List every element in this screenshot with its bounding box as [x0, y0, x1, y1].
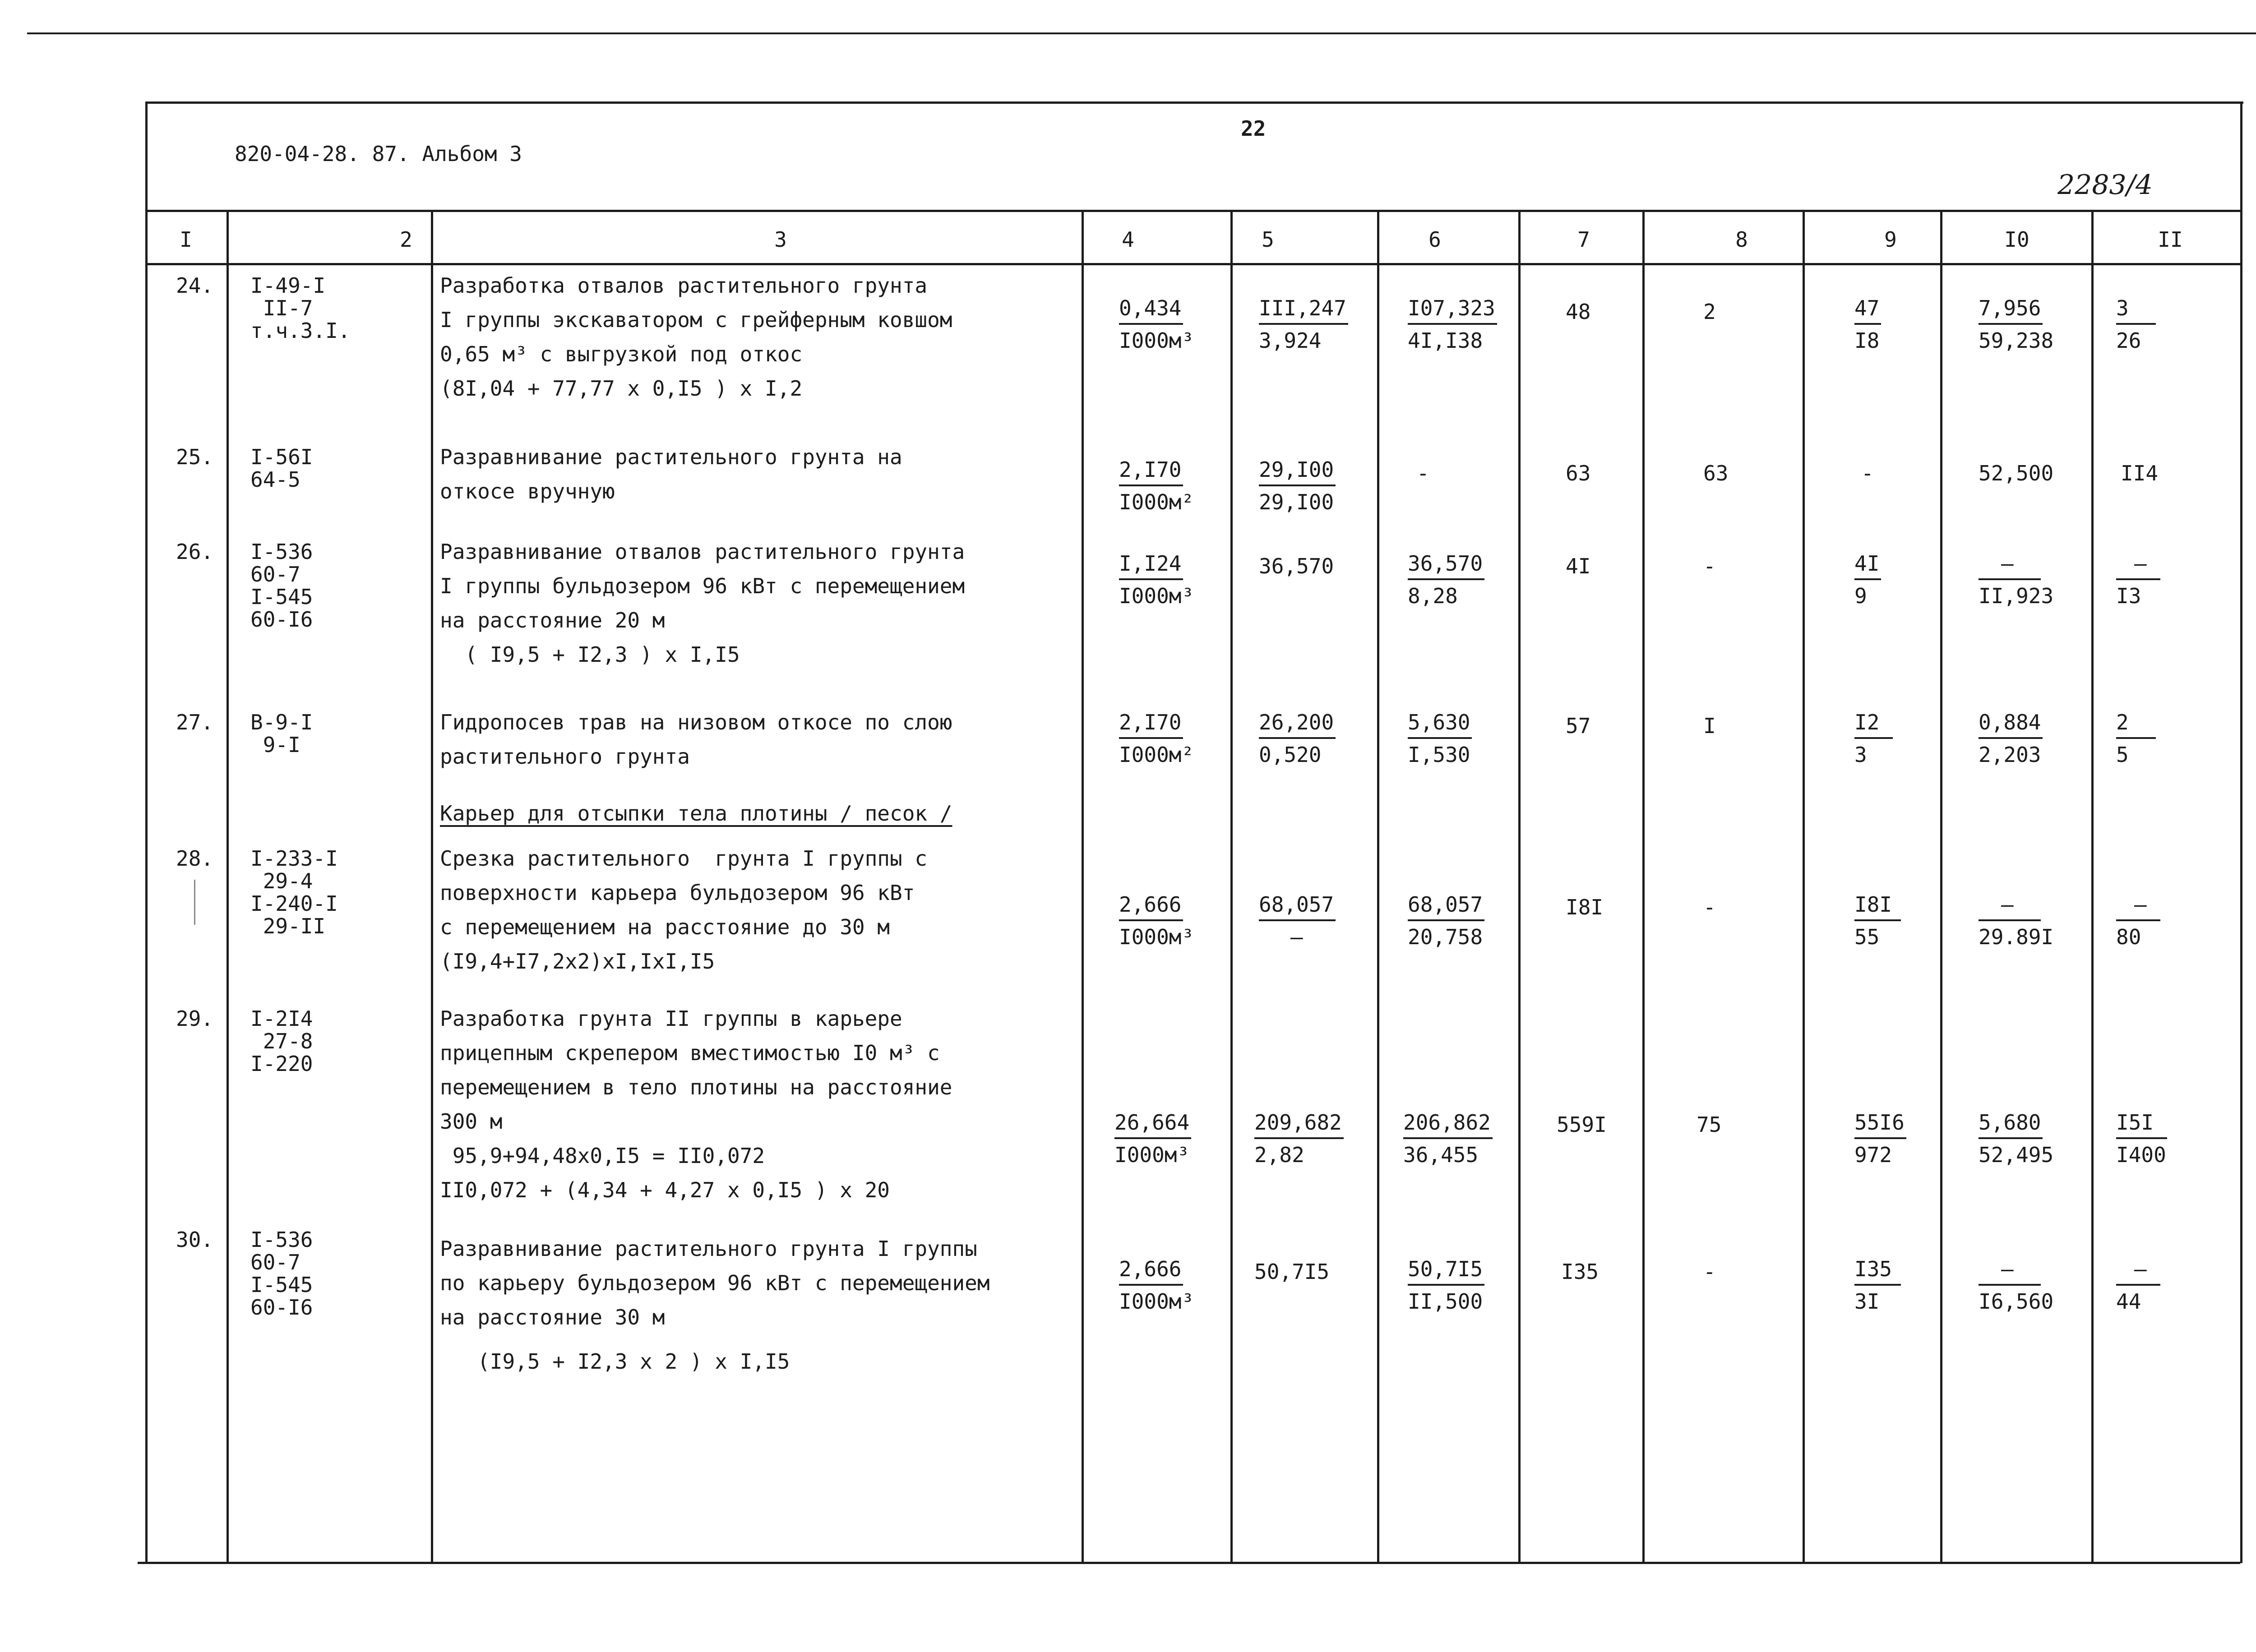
- norm-code: I-49-I: [250, 273, 326, 298]
- work-description: II0,072 + (4,34 + 4,27 x 0,I5 ) x 20: [440, 1178, 890, 1202]
- labor-top: —: [2116, 894, 2160, 921]
- total-fraction: [1854, 298, 1881, 351]
- cost-machine-wages: 20,758: [1408, 925, 1483, 949]
- cost-fraction: [1408, 712, 1472, 765]
- cost-machines: 5,630: [1408, 712, 1472, 739]
- cost-machines: 68,057: [1408, 894, 1484, 921]
- labor-top: —: [2116, 553, 2160, 580]
- unit-fraction: [1119, 894, 1194, 947]
- col-header-2: 2: [400, 227, 412, 252]
- cost-machine-wages: I,530: [1408, 743, 1470, 767]
- col-header-6: 6: [1428, 227, 1441, 252]
- work-description: Разработка отвалов растительного грунта: [440, 273, 928, 298]
- unit-fraction: [1119, 553, 1194, 606]
- norm-code: I-56I: [250, 445, 313, 469]
- labor-fraction: [2116, 1259, 2160, 1312]
- table-top-border: [145, 102, 2243, 104]
- total-top: 47: [1854, 298, 1881, 325]
- norm-code: I-536: [250, 540, 313, 564]
- cost-wages: 0,520: [1259, 743, 1322, 767]
- work-description: на расстояние 30 м: [440, 1305, 665, 1329]
- cost-machines: 206,862: [1403, 1112, 1493, 1139]
- work-description: 300 м: [440, 1109, 503, 1134]
- row-number: 25.: [176, 445, 214, 469]
- unit: I000м³: [1114, 1143, 1190, 1167]
- col-divider-9: [1940, 210, 1942, 1563]
- total-top: I2: [1854, 712, 1893, 739]
- header-bottom-border: [145, 210, 2242, 212]
- total-fraction: [1854, 553, 1881, 606]
- work-description: с перемещением на расстояние до 30 м: [440, 915, 890, 939]
- work-description: растительного грунта: [440, 744, 690, 769]
- cost-wages: —: [1290, 925, 1303, 949]
- labor-top: —: [1979, 894, 2041, 921]
- col8-value: 75: [1697, 1112, 1722, 1137]
- total-top: I8I: [1854, 894, 1901, 921]
- work-description: по карьеру бульдозером 96 кВт с перемещением: [440, 1271, 990, 1295]
- col-divider-8: [1803, 210, 1805, 1563]
- col8-value: I: [1703, 714, 1716, 738]
- labor-top: 3: [2116, 298, 2156, 325]
- cost-total: 209,682: [1254, 1112, 1344, 1139]
- col7-value: 4I: [1566, 554, 1591, 578]
- col-header-5: 5: [1262, 227, 1274, 252]
- labor-bottom: 5: [2116, 743, 2129, 767]
- unit-fraction: [1119, 298, 1194, 351]
- norm-code: I-233-I: [250, 846, 338, 871]
- work-description: ( I9,5 + I2,3 ) x I,I5: [440, 642, 740, 667]
- norm-code: I-545: [250, 1273, 313, 1297]
- labor-fraction: [1979, 553, 2053, 606]
- norm-code: I-240-I: [250, 891, 338, 916]
- col6-value: -: [1417, 461, 1429, 485]
- unit: I000м³: [1119, 925, 1194, 949]
- work-description: поверхности карьера бульдозером 96 кВт: [440, 881, 915, 905]
- col7-value: I8I: [1566, 895, 1604, 919]
- cost-fraction: [1259, 712, 1336, 765]
- unit: I000м³: [1119, 584, 1194, 608]
- cost-wages: 2,82: [1254, 1143, 1304, 1167]
- labor-top: —: [2116, 1259, 2160, 1286]
- table-left-border: [145, 102, 148, 1563]
- cost-machine-wages: II,500: [1408, 1289, 1483, 1314]
- col-header-7: 7: [1577, 227, 1590, 252]
- row-number: 27.: [176, 710, 214, 734]
- col-header-3: 3: [774, 227, 787, 252]
- labor-top: 2: [2116, 712, 2156, 739]
- labor-bottom: 26: [2116, 328, 2141, 353]
- labor-fraction: [1979, 298, 2053, 351]
- col8-value: -: [1703, 1260, 1716, 1284]
- labor-fraction: [2116, 1112, 2167, 1165]
- unit: I000м²: [1119, 490, 1194, 514]
- total-bottom: 55: [1854, 925, 1880, 949]
- norm-code: 60-7: [250, 562, 300, 586]
- total-bottom: 3: [1854, 743, 1867, 767]
- total-fraction: [1854, 712, 1893, 765]
- cost-machines: 36,570: [1408, 553, 1484, 580]
- unit: I000м³: [1119, 1289, 1194, 1314]
- cost-total: 29,I00: [1259, 459, 1336, 486]
- cost-fraction: [1259, 298, 1348, 351]
- margin-mark: [194, 880, 195, 925]
- norm-code: II-7: [250, 296, 313, 320]
- labor-fraction: [1979, 1112, 2053, 1165]
- labor-top: 7,956: [1979, 298, 2043, 325]
- work-description: (I9,5 + I2,3 x 2 ) x I,I5: [440, 1349, 790, 1374]
- col8-value: 2: [1703, 300, 1716, 324]
- labor-bottom: I6,560: [1979, 1289, 2054, 1314]
- col7-value: 63: [1566, 461, 1591, 485]
- col-divider-4: [1230, 210, 1233, 1563]
- work-description: 95,9+94,48x0,I5 = II0,072: [440, 1144, 765, 1168]
- norm-code: B-9-I: [250, 710, 313, 734]
- work-description: (8I,04 + 77,77 x 0,I5 ) x I,2: [440, 376, 803, 401]
- cost-machine-wages: 36,455: [1403, 1143, 1479, 1167]
- quantity: 2,I70: [1119, 459, 1183, 486]
- total-bottom: I8: [1854, 328, 1880, 353]
- col-header-1: I: [180, 227, 192, 252]
- work-description: (I9,4+I7,2x2)xI,IxI,I5: [440, 949, 715, 974]
- labor-fraction: [2116, 712, 2156, 765]
- work-description: I группы бульдозером 96 кВт с перемещением: [440, 574, 965, 598]
- work-description: Разравнивание растительного грунта I группы: [440, 1237, 977, 1261]
- labor-bottom: 29.89I: [1979, 925, 2054, 949]
- col-divider-1: [227, 210, 229, 1563]
- labor-top: —: [1979, 553, 2041, 580]
- column-header-bottom-border: [145, 263, 2242, 265]
- labor-top: I5I: [2116, 1112, 2167, 1139]
- total-fraction: [1854, 1112, 1906, 1165]
- col7-value: 48: [1566, 300, 1591, 324]
- cost-wages: 3,924: [1259, 328, 1322, 353]
- col-divider-6: [1518, 210, 1521, 1563]
- col-header-4: 4: [1122, 227, 1134, 252]
- unit-fraction: [1114, 1112, 1191, 1165]
- labor-fraction: [2116, 298, 2156, 351]
- col10-value: 52,500: [1979, 461, 2054, 485]
- unit-fraction: [1119, 459, 1194, 512]
- work-description: откосе вручную: [440, 479, 615, 503]
- norm-code: 29-4: [250, 869, 313, 893]
- cost-fraction: [1259, 459, 1336, 512]
- cost-fraction: [1408, 553, 1484, 606]
- work-description: Гидропосев трав на низовом откосе по слою: [440, 710, 952, 734]
- col7-value: I35: [1561, 1260, 1599, 1284]
- col-divider-3: [1082, 210, 1084, 1563]
- col7-value: 57: [1566, 714, 1591, 738]
- unit: I000м²: [1119, 743, 1194, 767]
- col11-value: II4: [2121, 461, 2159, 485]
- norm-code: I-536: [250, 1227, 313, 1252]
- col-divider-10: [2091, 210, 2094, 1563]
- col7-value: 559I: [1557, 1112, 1607, 1137]
- col8-value: 63: [1703, 461, 1729, 485]
- cost-machine-wages: 8,28: [1408, 584, 1458, 608]
- quantity: I,I24: [1119, 553, 1183, 580]
- col-header-11: II: [2158, 227, 2183, 252]
- work-description: Разработка грунта II группы в карьере: [440, 1006, 902, 1031]
- norm-code: I-545: [250, 585, 313, 609]
- labor-bottom: 44: [2116, 1289, 2141, 1314]
- labor-bottom: I400: [2116, 1143, 2166, 1167]
- labor-fraction: [2116, 894, 2160, 947]
- labor-top: —: [1979, 1259, 2041, 1286]
- col5-value: 50,7I5: [1254, 1260, 1330, 1284]
- col-header-8: 8: [1735, 227, 1748, 252]
- cost-wages: 29,I00: [1259, 490, 1334, 514]
- cost-fraction: [1403, 1112, 1493, 1165]
- labor-fraction: [1979, 1259, 2053, 1312]
- labor-bottom: I3: [2116, 584, 2141, 608]
- norm-code: I-2I4: [250, 1006, 313, 1031]
- row-number: 29.: [176, 1006, 214, 1031]
- work-description: Разравнивание отвалов растительного грунта: [440, 540, 965, 564]
- labor-fraction: [2116, 553, 2160, 606]
- col-divider-5: [1377, 210, 1379, 1563]
- cost-machine-wages: 4I,I38: [1408, 328, 1483, 353]
- quantity: 26,664: [1114, 1112, 1191, 1139]
- handwritten-reference: 2283/4: [2057, 169, 2153, 201]
- quantity: 0,434: [1119, 298, 1183, 325]
- work-description: прицепным скрепером вместимостью I0 м³ с: [440, 1041, 940, 1065]
- col5-value: 36,570: [1259, 554, 1334, 578]
- col8-value: -: [1703, 554, 1716, 578]
- unit-fraction: [1119, 1259, 1194, 1312]
- total-top: I35: [1854, 1259, 1901, 1286]
- col8-value: -: [1703, 895, 1716, 919]
- col-divider-2: [431, 210, 433, 1563]
- cost-total: 68,057: [1259, 894, 1336, 921]
- norm-code: 60-7: [250, 1250, 300, 1274]
- total-bottom: 3I: [1854, 1289, 1880, 1314]
- unit: I000м³: [1119, 328, 1194, 353]
- work-description: Срезка растительного грунта I группы с: [440, 846, 928, 871]
- total-top: 55I6: [1854, 1112, 1906, 1139]
- row-number: 28.: [176, 846, 214, 871]
- cost-total: III,247: [1259, 298, 1348, 325]
- col-header-9: 9: [1884, 227, 1897, 252]
- norm-code: 27-8: [250, 1029, 313, 1053]
- work-description: Разравнивание растительного грунта на: [440, 445, 902, 469]
- cost-total: 26,200: [1259, 712, 1336, 739]
- cost-fraction: [1408, 1259, 1484, 1312]
- quantity: 2,666: [1119, 1259, 1183, 1286]
- cost-fraction: [1408, 298, 1497, 351]
- row-number: 24.: [176, 273, 214, 298]
- document-code: 820-04-28. 87. Альбом 3: [235, 142, 522, 166]
- labor-bottom: 2,203: [1979, 743, 2041, 767]
- top-edge-line: [27, 32, 2256, 34]
- labor-fraction: [1979, 894, 2053, 947]
- cost-machines: I07,323: [1408, 298, 1497, 325]
- total-bottom: 972: [1854, 1143, 1892, 1167]
- cost-fraction: [1254, 1112, 1344, 1165]
- labor-bottom: 59,238: [1979, 328, 2054, 353]
- norm-code: 60-I6: [250, 1295, 313, 1320]
- work-description: I группы экскаватором с грейферным ковшом: [440, 308, 952, 332]
- norm-code: 9-I: [250, 733, 300, 757]
- cost-machines: 50,7I5: [1408, 1259, 1484, 1286]
- page-number: 22: [1241, 116, 1266, 141]
- norm-code: т.ч.3.I.: [250, 318, 351, 343]
- work-description: на расстояние 20 м: [440, 608, 665, 632]
- quantity: 2,I70: [1119, 712, 1183, 739]
- quantity: 2,666: [1119, 894, 1183, 921]
- labor-top: 0,884: [1979, 712, 2043, 739]
- labor-top: 5,680: [1979, 1112, 2043, 1139]
- col9-value: -: [1861, 461, 1874, 485]
- unit-fraction: [1119, 712, 1194, 765]
- labor-bottom: II,923: [1979, 584, 2054, 608]
- cost-fraction: [1408, 894, 1484, 947]
- work-description: 0,65 м³ с выгрузкой под откос: [440, 342, 803, 366]
- norm-code: 29-II: [250, 914, 326, 938]
- total-fraction: [1854, 1259, 1901, 1312]
- row-number: 30.: [176, 1227, 214, 1252]
- norm-code: 64-5: [250, 467, 300, 492]
- norm-code: 60-I6: [250, 607, 313, 632]
- row-number: 26.: [176, 540, 214, 564]
- total-bottom: 9: [1854, 584, 1867, 608]
- total-fraction: [1854, 894, 1901, 947]
- col-divider-7: [1642, 210, 1645, 1563]
- table-bottom-border: [138, 1562, 2240, 1564]
- norm-code: I-220: [250, 1052, 313, 1076]
- total-top: 4I: [1854, 553, 1881, 580]
- section-heading: Карьер для отсыпки тела плотины / песок /: [440, 801, 952, 826]
- labor-fraction: [1979, 712, 2043, 765]
- cost-fraction: [1259, 894, 1336, 947]
- table-right-border: [2240, 102, 2242, 1563]
- labor-bottom: 80: [2116, 925, 2141, 949]
- work-description: перемещением в тело плотины на расстояние: [440, 1075, 952, 1099]
- col-header-10: I0: [2004, 227, 2029, 252]
- labor-bottom: 52,495: [1979, 1143, 2054, 1167]
